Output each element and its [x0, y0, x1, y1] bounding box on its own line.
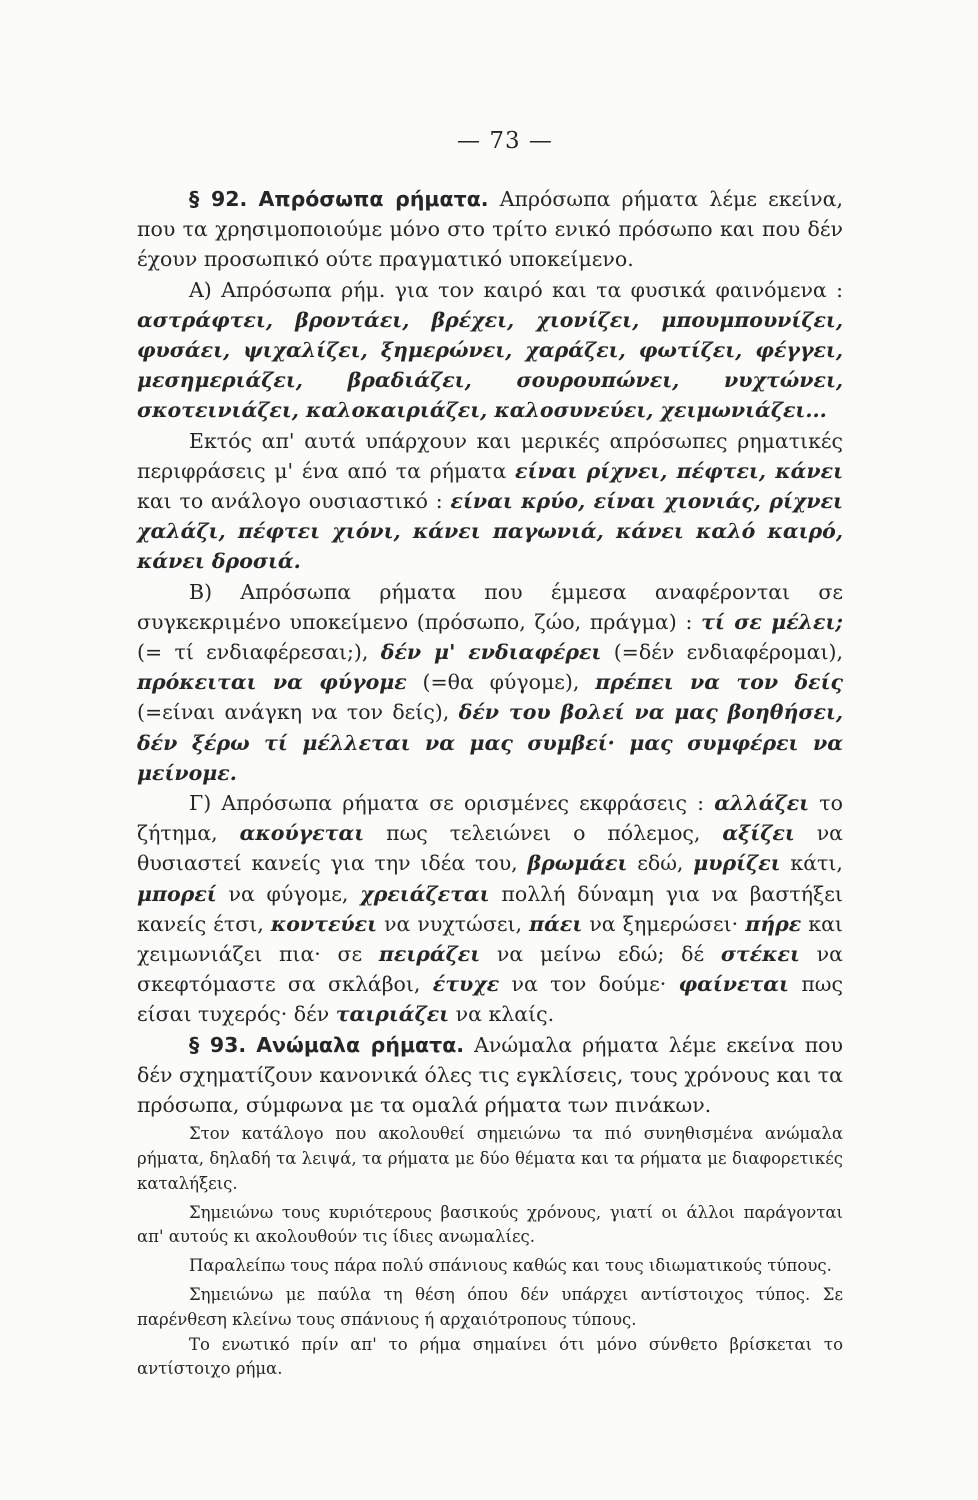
main-text: [137, 184, 843, 1120]
c-verb: βρωμάει: [527, 851, 628, 876]
c-text: να μείνω εδώ; δέ: [496, 942, 705, 967]
c-text: να φύγομε,: [228, 881, 349, 906]
c-text: να κλαίς.: [455, 1002, 555, 1027]
c-text: εδώ,: [637, 851, 684, 876]
c-text: να ξημερώσει·: [589, 911, 739, 936]
c-verb: έτυχε: [432, 972, 500, 997]
periphrases-text-1: Εκτός απ' αυτά υπάρχουν και μερικές απρόσωπες ρηματικές περιφράσεις μ' ένα από τα ρήματα: [137, 428, 843, 483]
c-verb: στέκει: [720, 942, 800, 967]
periphrases-examples: είναι κρύο, είναι χιονιάς, ρίχνει χαλάζι, πέφτει χιόνι, κάνει παγωνιά, κάνει καλό καιρό, κάνει δροσιά.: [137, 489, 843, 574]
notes: [137, 1122, 843, 1382]
example-b1: τί σε μέλει;: [701, 609, 843, 634]
section-93-intro-text: Ανώμαλα ρήματα λέμε εκείνα που δέν σχηματίζουν κανονικά όλες τις εγκλίσεις, τους χρόνους και τα πρόσωπα, σύμφωνα με τα ομαλά ρήματα των πινάκων.: [137, 1032, 843, 1118]
c-verb: φαίνεται: [678, 972, 789, 997]
c-verb: κοντεύει: [270, 911, 378, 936]
example-b5: δέν του βολεί να μας βοηθήσει, δέν ξέρω τί μέλλεται να μας συμβεί· μας συμφέρει να μείνομε.: [137, 700, 843, 785]
weather-verbs: αστράφτει, βροντάει, βρέχει, χιονίζει, μπουμπουνίζει, φυσάει, ψιχαλίζει, ξημερώνει, χαράζει, φωτίζει, φέγγει, μεσημεριάζει, βραδιάζει, σουρουπώνει, νυχτώνει, σκοτεινιάζει, καλοκαιριάζει, καλοσυνεύει, χειμωνιάζει...: [137, 307, 843, 423]
paragraph-b-text: Β) Απρόσωπα ρήματα που έμμεσα αναφέρονται σε συγκεκριμένο υποκείμενο (πρόσωπο, ζώο, πράγμα) :: [137, 579, 843, 634]
note-5: Το ενωτικό πρίν απ' το ρήμα σημαίνει ότι μόνο σύνθετο βρίσκεται το αντίστοιχο ρήμα.: [137, 1334, 843, 1379]
section-92-title: Απρόσωπα ρήματα.: [258, 187, 489, 211]
c-text: πως τελειώνει ο πόλεμος,: [386, 821, 701, 846]
page-number: — 73 —: [457, 128, 553, 154]
section-93-intro: [137, 1030, 843, 1121]
section-93-number: § 93.: [189, 1032, 247, 1057]
c-verb: πάει: [529, 911, 583, 936]
example-b3: πρόκειται να φύγομε: [137, 670, 407, 695]
periphrases-verbs: είναι ρίχνει, πέφτει, κάνει: [514, 458, 843, 483]
c-verb: μυρίζει: [693, 851, 781, 876]
c-text: Γ) Απρόσωπα ρήματα σε ορισμένες εκφράσεις :: [189, 791, 705, 816]
c-text: να τον δούμε·: [511, 972, 667, 997]
section-92-number: § 92.: [189, 187, 248, 211]
section-92-intro-text: Απρόσωπα ρήματα λέμε εκείνα, που τα χρησιμοποιούμε μόνο στο τρίτο ενικό πρόσωπο και που δέν έχουν προσωπικό ούτε πραγματικό υποκείμενο.: [137, 187, 843, 272]
c-verb: πειράζει: [378, 942, 481, 967]
c-text: να σκεφτόμαστε σα σκλάβοι,: [137, 942, 843, 997]
section-92-intro: [137, 184, 843, 275]
gloss-b4: (=είναι ανάγκη να τον δείς),: [137, 700, 450, 725]
paragraph-b: [137, 577, 843, 788]
gloss-b1: (= τί ενδιαφέρεσαι;),: [137, 640, 369, 665]
c-verb: πήρε: [745, 911, 802, 936]
section-93-title: Ανώμαλα ρήματα.: [256, 1032, 465, 1057]
c-verb: χρειάζεται: [360, 881, 490, 906]
c-text: το ζήτημα,: [137, 791, 843, 846]
c-verb: αλλάζει: [714, 791, 810, 816]
note-1: Στον κατάλογο που ακολουθεί σημειώνω τα πιό συνηθισμένα ανώμαλα ρήματα, δηλαδή τα λειψά, τα ρήματα με δύο θέματα και τα ρήματα με διαφορετικές καταλήξεις.: [137, 1124, 843, 1193]
paragraph-a-periphrases: [137, 426, 843, 577]
c-text: και χειμωνιάζει πια· σε: [137, 911, 843, 967]
paragraph-c: [137, 788, 843, 1030]
paragraph-a: [137, 275, 843, 426]
example-b2: δέν μ' ενδιαφέρει: [380, 640, 602, 665]
c-verb: ταιριάζει: [335, 1002, 450, 1027]
gloss-b2: (=δέν ενδιαφέρομαι),: [613, 640, 843, 665]
c-verb: αξίζει: [722, 821, 795, 846]
note-4: Σημειώνω με παύλα τη θέση όπου δέν υπάρχει αντίστοιχος τύπος. Σε παρένθεση κλείνω τους σπάνιους ή αρχαιότροπους τύπους.: [137, 1285, 843, 1329]
c-verb: μπορεί: [137, 881, 217, 906]
periphrases-text-2: και το ανάλογο ουσιαστικό :: [137, 489, 443, 514]
c-text: κάτι,: [790, 851, 843, 876]
gloss-b3: (=θα φύγομε),: [422, 670, 580, 695]
c-verb: ακούγεται: [239, 821, 365, 846]
c-text: να νυχτώσει,: [384, 911, 523, 936]
c-text: πως είσαι τυχερός· δέν: [137, 972, 843, 1027]
c-text: πολλή δύναμη για να βαστήξει κανείς έτσι,: [137, 881, 843, 936]
c-text: να θυσιαστεί κανείς για την ιδέα του,: [137, 821, 843, 876]
example-b4: πρέπει να τον δείς: [595, 670, 843, 695]
note-3: Παραλείπω τους πάρα πολύ σπάνιους καθώς και τους ιδιωματικούς τύπους.: [189, 1256, 832, 1276]
paragraph-a-text: Α) Απρόσωπα ρήμ. για τον καιρό και τα φυσικά φαινόμενα :: [189, 277, 843, 302]
note-2: Σημειώνω τους κυριότερους βασικούς χρόνους, γιατί οι άλλοι παράγονται απ' αυτούς κι ακολουθούν τις ίδιες ανωμαλίες.: [137, 1202, 843, 1247]
